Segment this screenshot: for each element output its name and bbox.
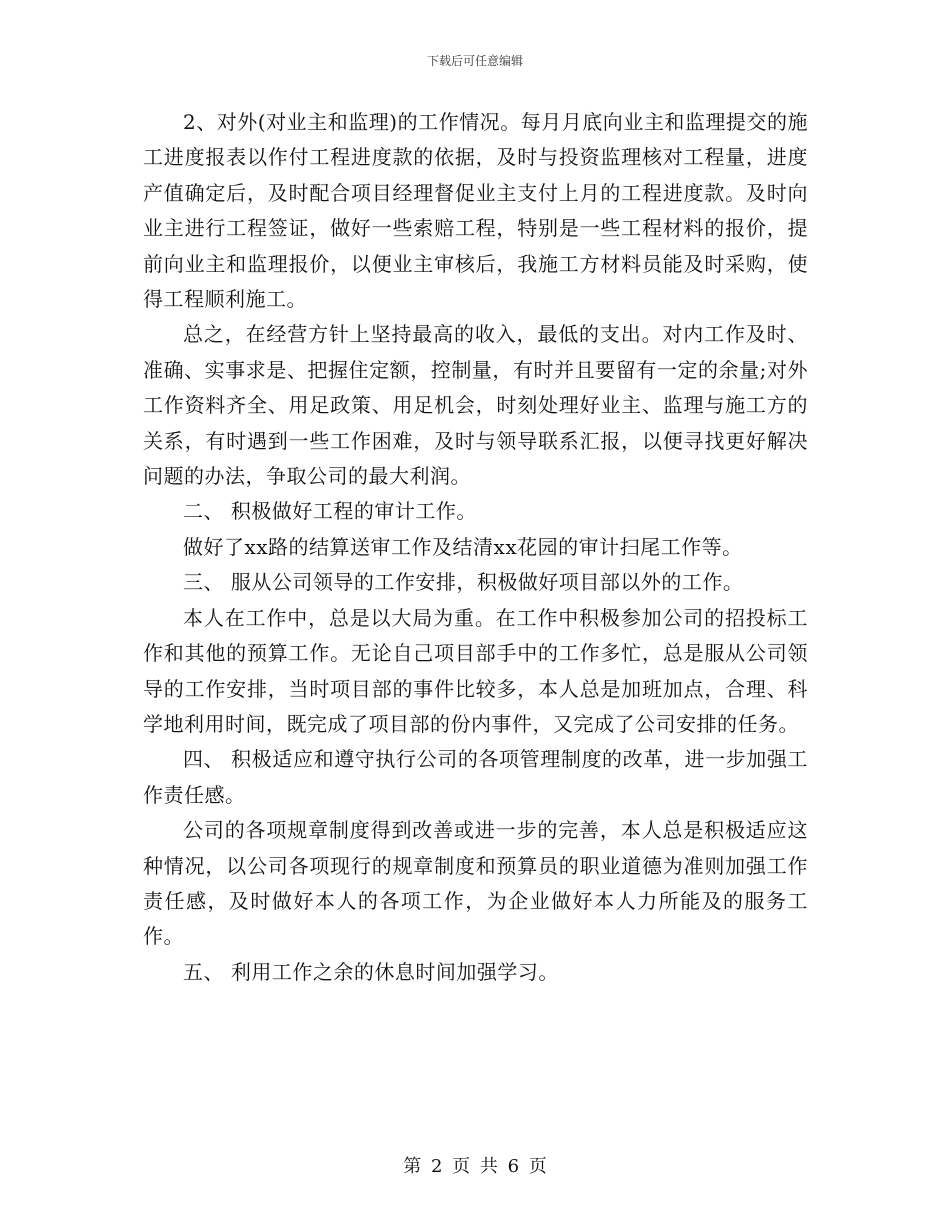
- paragraph-obey: 本人在工作中，总是以大局为重。在工作中积极参加公司的招投标工作和其他的预算工作。无论自己项目部手中的工作多忙，总是服从公司领导的工作安排，当时项目部的事件比较多，本人总是加班加点，合理、科学地利用时间，既完成了项目部的份内事件，又完成了公司安排的任务。: [143, 605, 808, 736]
- section-heading-reform: 四、 积极适应和遵守执行公司的各项管理制度的改革，进一步加强工作责任感。: [143, 747, 808, 807]
- section-heading-study: 五、 利用工作之余的休息时间加强学习。: [183, 959, 559, 984]
- document-body: [143, 105, 808, 990]
- paragraph-external-work: 2、对外(对业主和监理)的工作情况。每月月底向业主和监理提交的施工进度报表以作付工程进度款的依据，及时与投资监理核对工程量，进度产值确定后，及时配合项目经理督促业主支付上月的工程进度款。及时向业主进行工程签证，做好一些索赔工程，特别是一些工程材料的报价，提前向业主和监理报价，以便业主审核后，我施工方材料员能及时采购，使得工程顺利施工。: [143, 110, 808, 312]
- section-heading-obey: 三、 服从公司领导的工作安排，积极做好项目部以外的工作。: [183, 570, 744, 595]
- page-footer: 第 2 页 共 6 页: [403, 1156, 547, 1177]
- paragraph-reform: 公司的各项规章制度得到改善或进一步的完善，本人总是积极适应这种情况，以公司各项现行的规章制度和预算员的职业道德为准则加强工作责任感，及时做好本人的各项工作，为企业做好本人力所能及的服务工作。: [143, 818, 808, 949]
- paragraph-summary: 总之，在经营方针上坚持最高的收入，最低的支出。对内工作及时、准确、实事求是、把握住定额，控制量，有时并且要留有一定的余量;对外工作资料齐全、用足政策、用足机会，时刻处理好业主、监理与施工方的关系，有时遇到一些工作困难，及时与领导联系汇报，以便寻找更好解决问题的办法，争取公司的最大利润。: [143, 322, 808, 489]
- section-heading-audit: 二、 积极做好工程的审计工作。: [183, 499, 477, 524]
- paragraph-audit: 做好了xx路的结算送审工作及结清xx花园的审计扫尾工作等。: [183, 534, 743, 559]
- page-header: 下载后可任意编辑: [426, 54, 523, 68]
